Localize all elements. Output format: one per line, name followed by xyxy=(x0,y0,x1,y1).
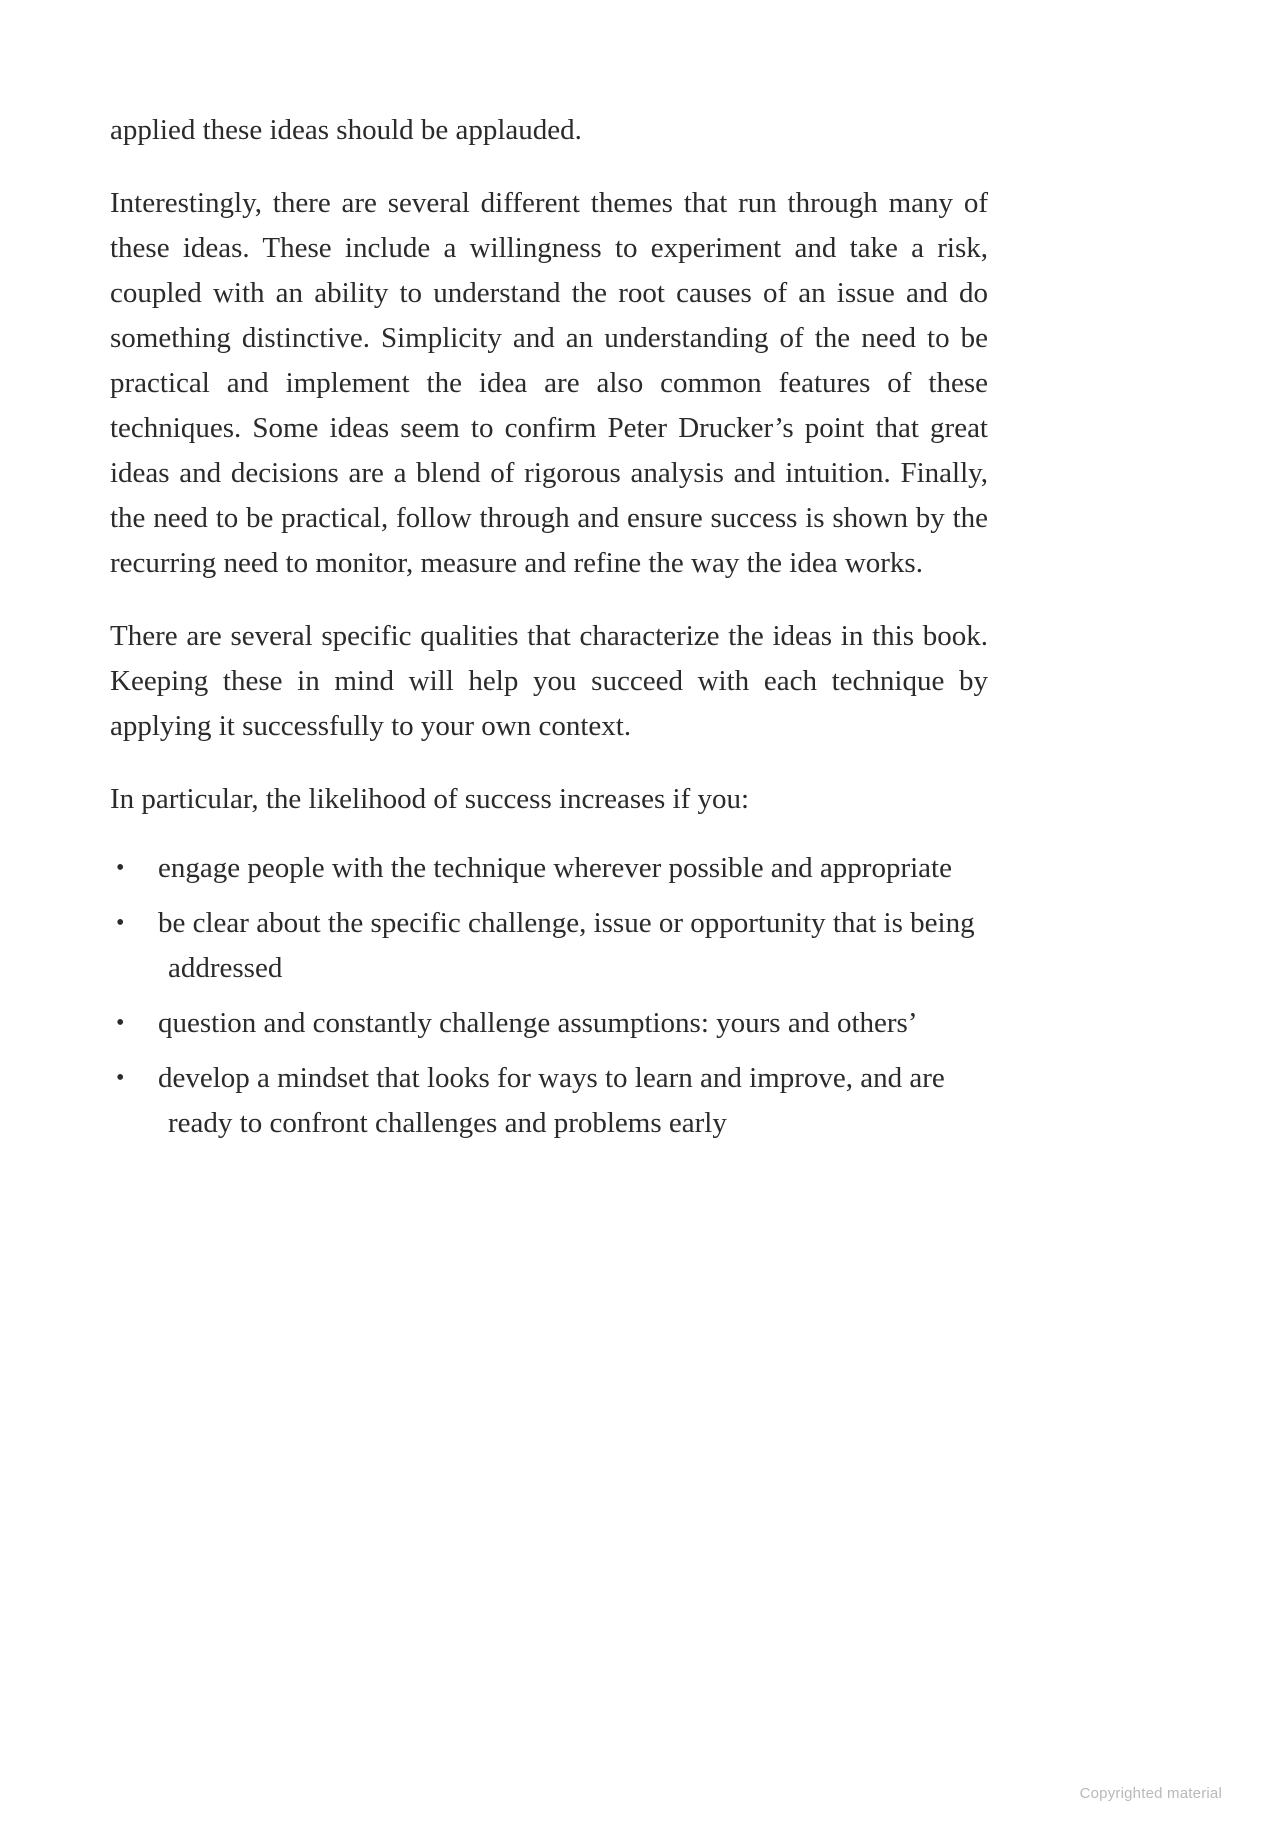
page-content xyxy=(110,108,988,1156)
bullet-icon: • xyxy=(116,855,125,881)
list-item xyxy=(110,1001,988,1046)
list-item xyxy=(110,901,988,991)
list-item-text: develop a mindset that looks for ways to learn and improve, and are ready to confront challenges and problems early xyxy=(158,1062,945,1139)
paragraph-qualities: There are several specific qualities that characterize the ideas in this book. Keeping these in mind will help you succeed with each technique by applying it successfully to your own context. xyxy=(110,620,988,742)
success-bullet-list xyxy=(110,846,988,1146)
list-item xyxy=(110,846,988,891)
copyright-watermark: Copyrighted material xyxy=(1079,1785,1222,1802)
list-item-text: question and constantly challenge assumptions: yours and others’ xyxy=(158,1007,918,1039)
list-item-text: be clear about the specific challenge, issue or opportunity that is being addressed xyxy=(158,907,975,984)
paragraph-fragment: applied these ideas should be applauded. xyxy=(110,114,582,146)
bullet-icon: • xyxy=(116,1010,125,1036)
bullet-icon: • xyxy=(116,1065,125,1091)
list-item xyxy=(110,1056,988,1146)
paragraph-likelihood: In particular, the likelihood of success increases if you: xyxy=(110,783,750,815)
bullet-icon: • xyxy=(116,910,125,936)
list-item-text: engage people with the technique wherever possible and appropriate xyxy=(158,852,952,884)
paragraph-themes: Interestingly, there are several different themes that run through many of these ideas. These include a willingness to experiment and take a risk, coupled with an ability to understand the root causes of an issue and do something distinctive. Simplicity and an understanding of the need to be practical and implement the idea are also common features of these techniques. Some ideas seem to confirm Peter Drucker’s point that great ideas and decisions are a blend of rigorous analysis and intuition. Finally, the need to be practical, follow through and ensure success is shown by the recurring need to monitor, measure and refine the way the idea works. xyxy=(110,187,988,579)
